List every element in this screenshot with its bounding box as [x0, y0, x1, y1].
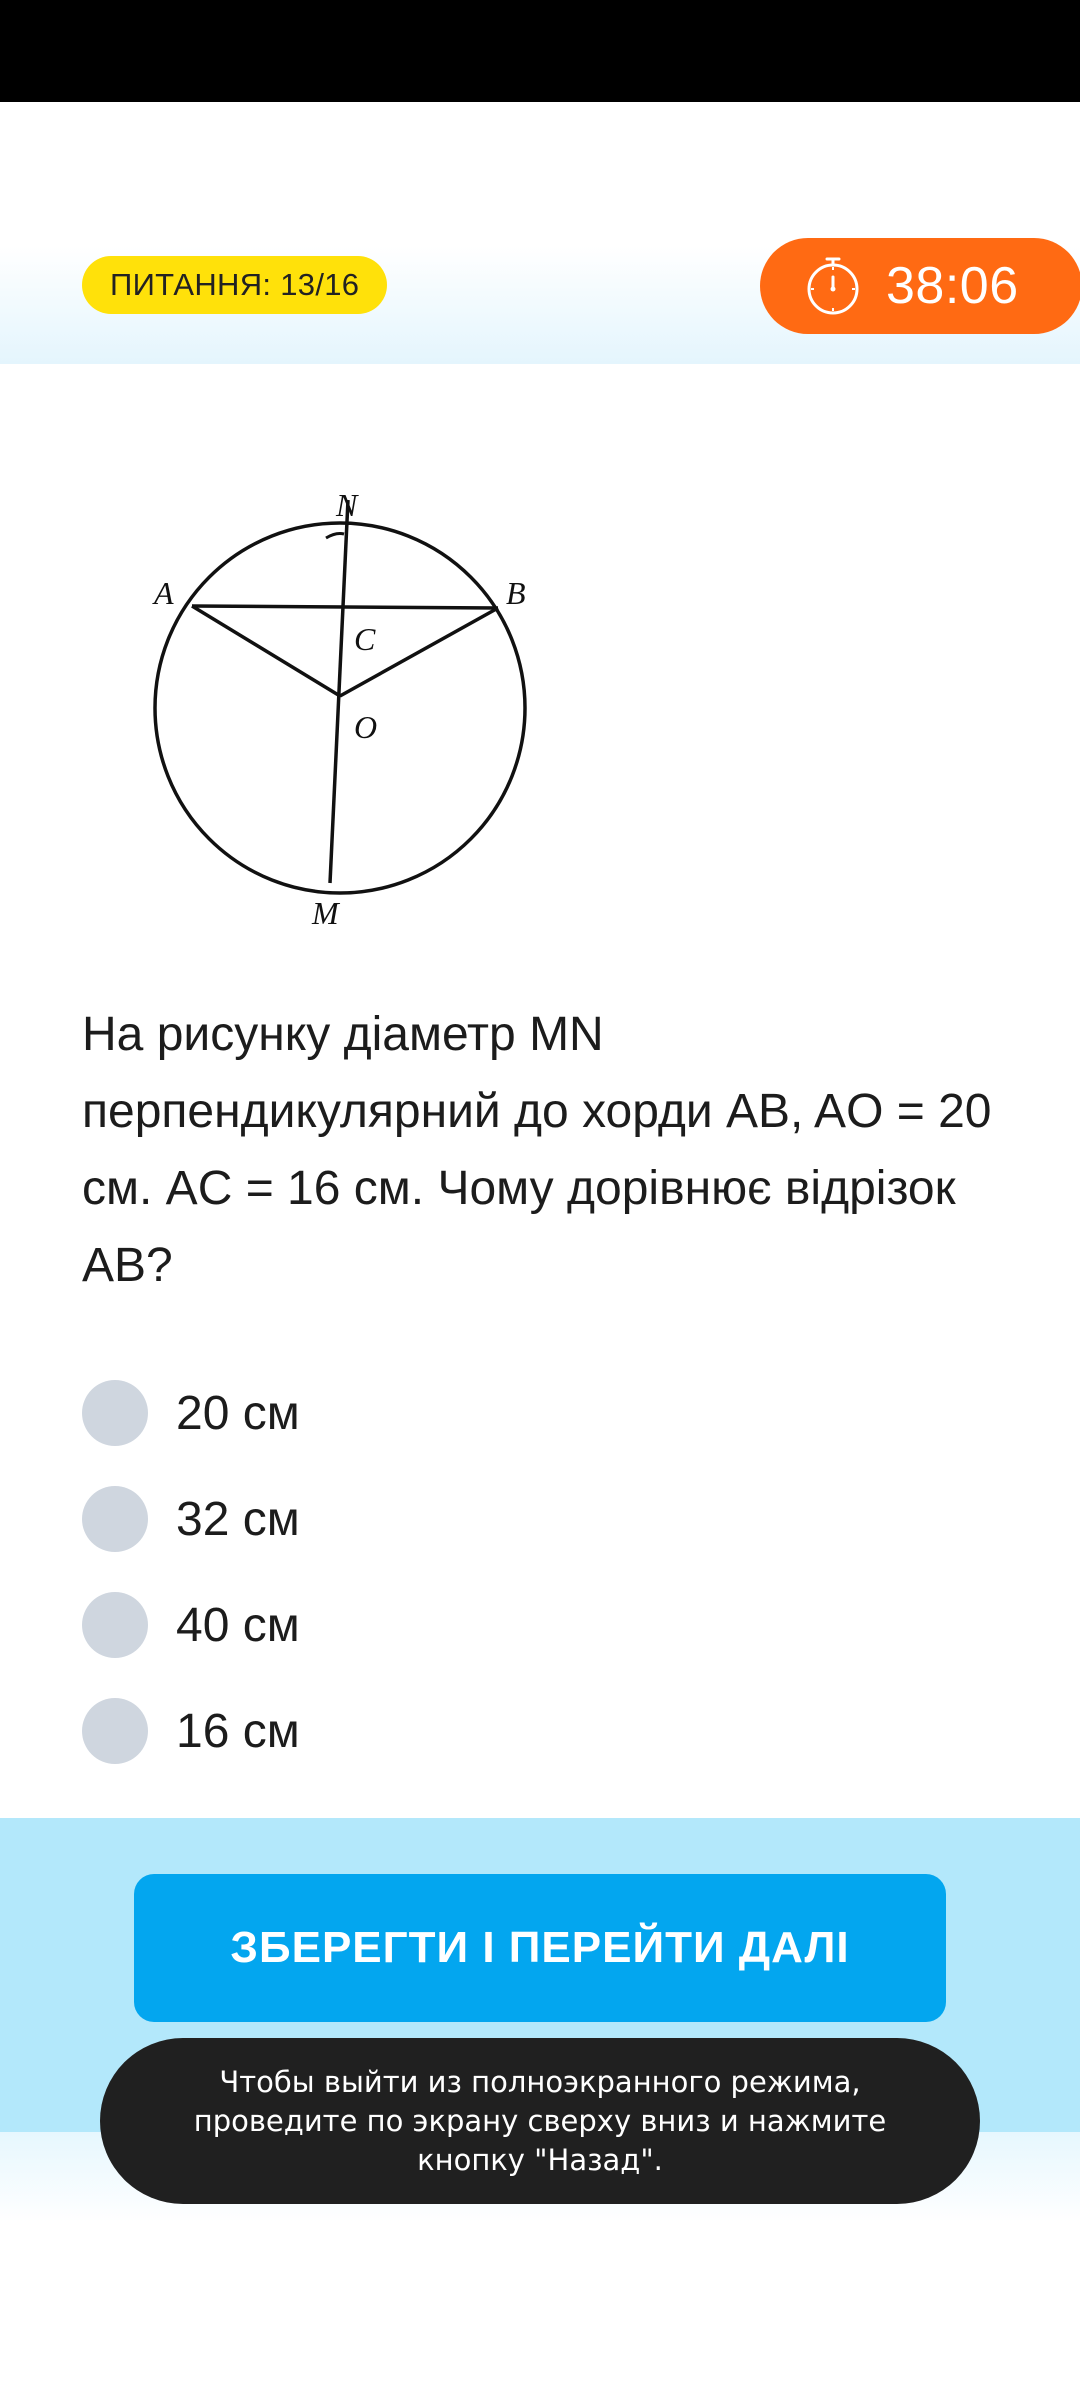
circle	[155, 523, 525, 893]
fullscreen-toast	[100, 2038, 980, 2204]
arc-mark	[326, 534, 344, 539]
question-counter-badge: ПИТАННЯ: 13/16	[82, 256, 387, 314]
toast-message: Чтобы выйти из полноэкранного режима, проведите по экрану сверху вниз и нажмите кнопку "Назад".	[193, 2064, 887, 2177]
geometry-figure	[130, 478, 600, 938]
answer-label: 16 см	[176, 1704, 300, 1758]
radio-button[interactable]	[82, 1698, 148, 1764]
label-m: M	[312, 895, 339, 931]
answer-option-4[interactable]	[82, 1678, 982, 1784]
label-c: C	[354, 621, 376, 657]
stopwatch-icon	[802, 255, 864, 317]
label-o: O	[354, 709, 378, 745]
answer-options	[82, 1360, 982, 1784]
label-b: B	[506, 575, 526, 611]
chord-ab	[192, 606, 498, 608]
radio-button[interactable]	[82, 1486, 148, 1552]
label-a: A	[154, 575, 174, 611]
answer-option-1[interactable]	[82, 1360, 982, 1466]
timer-value: 38:06	[886, 257, 1019, 315]
question-text: На рисунку діаметр MN перпендикулярний до хорди AB, AO = 20 см. AC = 16 см. Чому дорівнює відрізок AB?	[82, 1008, 992, 1292]
system-status-bar	[0, 0, 1080, 102]
radius-ao	[192, 606, 340, 696]
radio-button[interactable]	[82, 1592, 148, 1658]
save-and-next-button[interactable]: ЗБЕРЕГТИ І ПЕРЕЙТИ ДАЛІ	[134, 1874, 946, 2022]
answer-label: 40 см	[176, 1598, 300, 1652]
answer-label: 32 см	[176, 1492, 300, 1546]
answer-option-3[interactable]	[82, 1572, 982, 1678]
answer-option-2[interactable]	[82, 1466, 982, 1572]
countdown-timer	[760, 238, 1080, 334]
answer-label: 20 см	[176, 1386, 300, 1440]
radio-button[interactable]	[82, 1380, 148, 1446]
circle-diagram	[130, 478, 600, 938]
label-n: N	[336, 487, 358, 523]
